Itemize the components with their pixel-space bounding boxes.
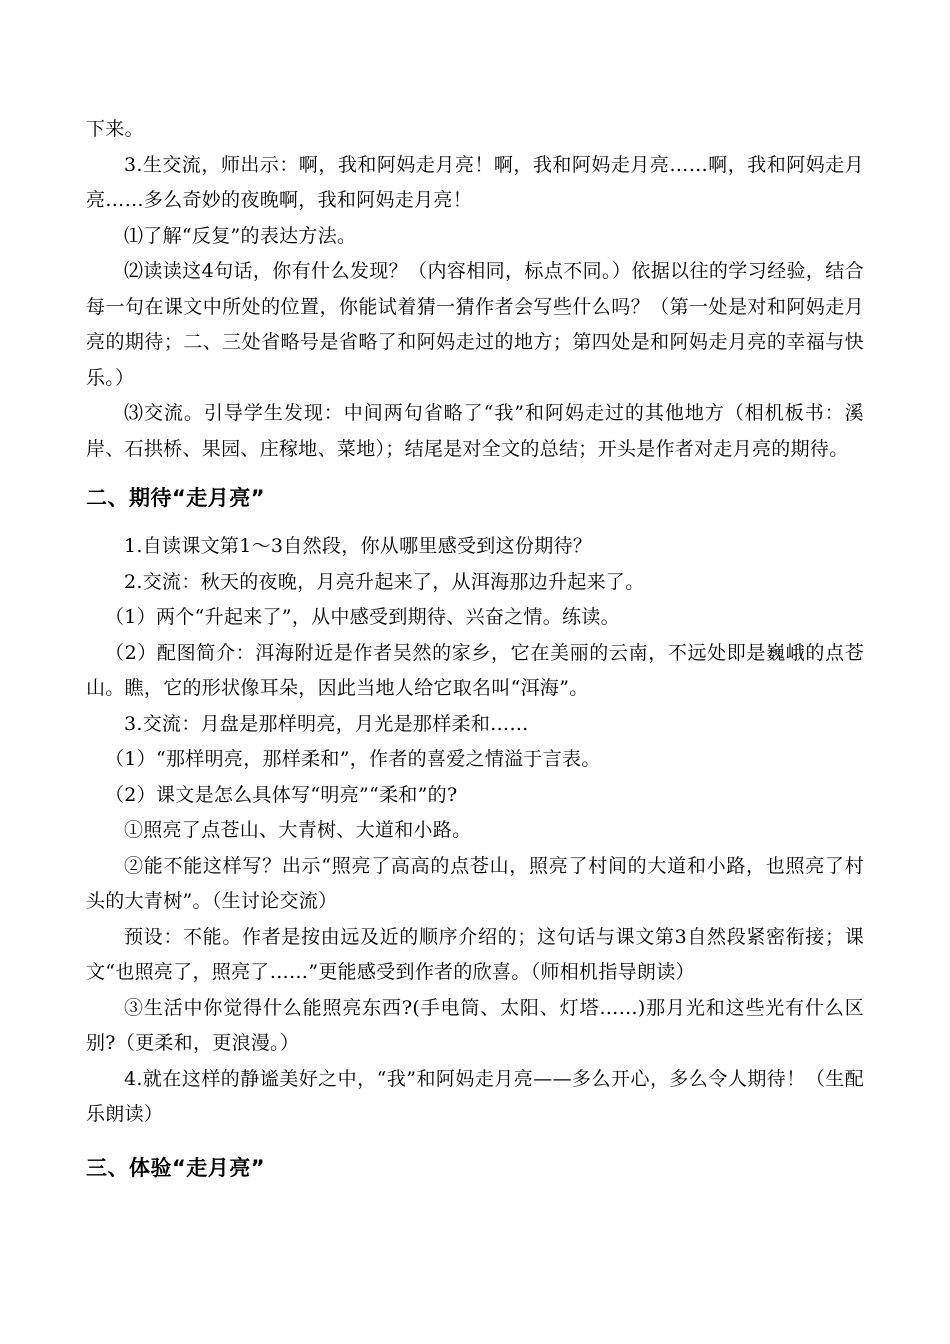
paragraph-mid-2: 2.交流：秋天的夜晚，月亮升起来了，从洱海那边升起来了。 [124,570,645,593]
paragraph-continuation: 下来。 [86,118,144,140]
paragraph-circled-2: ②能不能这样写？出示“照亮了高高的点苍山，照亮了村间的大道和小路，也照亮了村头的大青树”。（生讨论交流） [86,854,864,912]
paragraph-circled-3: ③生活中你觉得什么能照亮东西?(手电筒、太阳、灯塔……)那月光和这些光有什么区别?（更柔和，更浪漫。） [86,996,864,1054]
paragraph-mid-1: 1.自读课文第1～3自然段，你从哪里感受到这份期待？ [124,535,593,557]
paragraph-sub-3: ⑶交流。引导学生发现：中间两句省略了“我”和阿妈走过的其他地方（相机板书：溪岸、石拱桥、果园、庄稼地、菜地）；结尾是对全文的总结；开头是作者对走月亮的期待。 [86,402,864,460]
section-heading-2: 二、期待“走月亮” [86,486,266,510]
paragraph-sub-2: ⑵读读这4句话，你有什么发现？（内容相同，标点不同。）依据以往的学习经验，结合每一句在课文中所处的位置，你能试着猜一猜作者会写些什么吗？（第一处是对和阿妈走月亮的期待；二、三处省略号是省略了和阿妈走过的地方；第四处是和阿妈走月亮的幸福与快乐。） [86,260,864,389]
paragraph-mid-3-sub-2: （2）课文是怎么具体写“明亮”“柔和”的? [105,783,458,806]
paragraph-preset: 预设：不能。作者是按由远及近的顺序介绍的；这句话与课文第3自然段紧密衔接；课文“也照亮了，照亮了……”更能感受到作者的欣喜。（师相机指导朗读） [86,925,864,983]
paragraph-circled-1: ①照亮了点苍山、大青树、大道和小路。 [124,819,472,841]
paragraph-mid-3: 3.交流：月盘是那样明亮，月光是那样柔和…… [124,712,529,735]
paragraph-item-3: 3.生交流，师出示：啊，我和阿妈走月亮！啊，我和阿妈走月亮……啊，我和阿妈走月亮……多么奇妙的夜晚啊，我和阿妈走月亮！ [86,153,864,211]
paragraph-mid-3-sub-1: （1）“那样明亮，那样柔和”，作者的喜爱之情溢于言表。 [105,748,601,770]
paragraph-mid-2-sub-1: （1）两个“升起来了”，从中感受到期待、兴奋之情。练读。 [105,606,620,628]
document-page [86,112,864,1183]
section-heading-3: 三、体验“走月亮” [86,1155,266,1180]
paragraph-mid-4: 4.就在这样的静谧美好之中，“我”和阿妈走月亮——多么开心，多么令人期待！（生配乐朗读） [86,1067,864,1125]
paragraph-mid-2-sub-2: （2）配图简介：洱海附近是作者吴然的家乡，它在美丽的云南，不远处即是巍峨的点苍山。瞧，它的形状像耳朵，因此当地人给它取名叫“洱海”。 [86,641,864,699]
paragraph-sub-1: ⑴了解“反复”的表达方法。 [124,224,357,247]
